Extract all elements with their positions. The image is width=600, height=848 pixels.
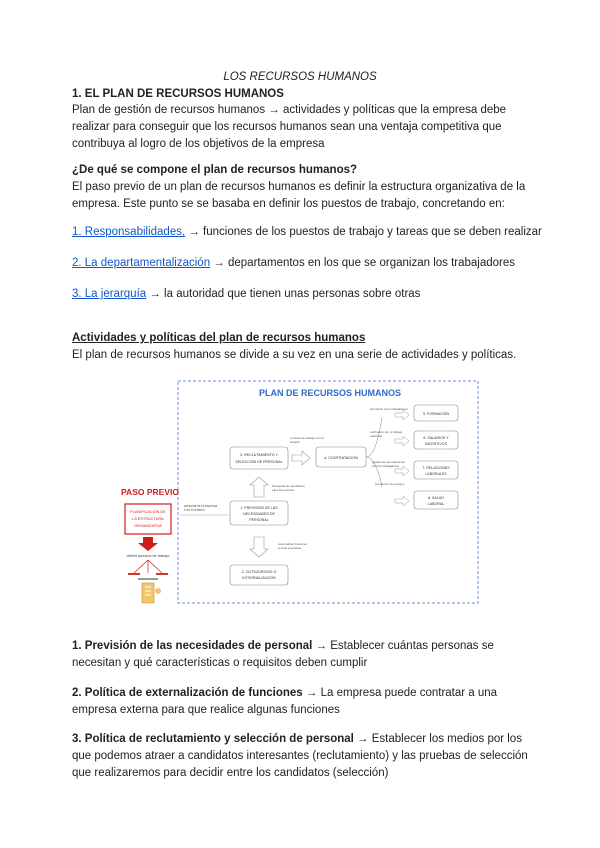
- section-heading: 1. EL PLAN DE RECURSOS HUMANOS: [72, 88, 284, 100]
- estructura-line-2: LA ESTRUCTURA: [132, 517, 164, 521]
- policy-1-line-2: necesitan y qué características o requisitos deben cumplir: [72, 657, 368, 669]
- svg-text:NECESIDADES DE: NECESIDADES DE: [243, 512, 275, 516]
- list-item-1: [72, 224, 542, 241]
- svg-text:2. OUTSOURCING O: 2. OUTSOURCING O: [241, 570, 277, 574]
- svg-text:con los trabajadores: con los trabajadores: [372, 464, 400, 468]
- svg-text:contrato de trabajo con el: contrato de trabajo con el: [290, 436, 324, 440]
- svg-text:prevención de riesgos: prevención de riesgos: [375, 482, 405, 486]
- question-heading: ¿De qué se compone el plan de recursos humanos?: [72, 164, 358, 176]
- paso-previo-label: PASO PREVIO: [121, 487, 179, 497]
- list-item-text: → departamentos en los que se organizan los trabajadores: [210, 257, 516, 269]
- svg-text:realizado: realizado: [370, 434, 383, 438]
- svg-text:SELECCIÓN DE PERSONAL: SELECCIÓN DE PERSONAL: [235, 460, 283, 464]
- box-salarios: [414, 431, 458, 449]
- org-chart-icon: [142, 583, 161, 603]
- box-salud: [414, 491, 458, 509]
- estructura-line-3: ORGANIZATIVA: [134, 524, 162, 528]
- policy-1-line-1: 1. Previsión de las necesidades de personal → Establecer cuántas personas se: [72, 640, 494, 652]
- svg-text:para los puestos: para los puestos: [272, 488, 295, 492]
- diagram-title: PLAN DE RECURSOS HUMANOS: [258, 388, 402, 398]
- policy-3-line-1: 3. Política de reclutamiento y selección de personal → Establecer los medios por los: [72, 733, 522, 745]
- left-note: definir puestos de trabajo: [126, 554, 170, 558]
- svg-text:formación a los trabajadores: formación a los trabajadores: [370, 407, 408, 411]
- svg-text:elegido: elegido: [290, 440, 300, 444]
- intro-line-3: contribuya al logro de los objetivos de la empresa: [72, 138, 325, 150]
- list-item-label[interactable]: 3. La jerarquía: [72, 288, 147, 300]
- box-reclutamiento: [230, 565, 288, 585]
- svg-text:INCENTIVOS: INCENTIVOS: [425, 442, 447, 446]
- svg-text:PERSONAL: PERSONAL: [249, 518, 269, 522]
- svg-text:externalizar funciones: externalizar funciones: [278, 542, 308, 546]
- policy-2-line-1: 2. Política de externalización de funciones → La empresa puede contratar a una: [72, 687, 498, 699]
- svg-text:gestión de las relaciones: gestión de las relaciones: [372, 460, 406, 464]
- svg-text:1. PREVISIÓN DE LAS: 1. PREVISIÓN DE LAS: [240, 506, 278, 510]
- page-title: LOS RECURSOS HUMANOS: [223, 71, 377, 83]
- svg-text:3. RECLUTAMIENTO Y: 3. RECLUTAMIENTO Y: [240, 453, 278, 457]
- estructura-line-1: PLANIFICACIÓN DE: [130, 510, 166, 514]
- svg-text:personal de la empresa: personal de la empresa: [184, 504, 218, 508]
- svg-text:6. SALARIOS Y: 6. SALARIOS Y: [423, 436, 449, 440]
- svg-text:búsqueda de candidatos: búsqueda de candidatos: [272, 484, 305, 488]
- list-item-text: → la autoridad que tienen unas personas sobre otras: [146, 288, 421, 300]
- policy-3-line-3: que realizaremos para decidir entre los candidatos (selección): [72, 767, 389, 779]
- question-line-1: El paso previo de un plan de recursos humanos es definir la estructura organizativa de la: [72, 181, 526, 193]
- policy-2-line-2: empresa externa para que realice algunas funciones: [72, 704, 340, 716]
- intro-line-2: realizar para conseguir que los recursos humanos sean una ventaja competitiva que: [72, 121, 502, 133]
- question-line-2: empresa. Este punto se se basaba en definir los puestos de trabajo, concretando en:: [72, 198, 505, 210]
- svg-text:o en el exterior: o en el exterior: [184, 508, 206, 512]
- activities-heading: Actividades y políticas del plan de recursos humanos: [72, 332, 366, 344]
- list-item-2: [72, 255, 515, 272]
- policy-3-line-2: que podemos atraer a candidatos interesantes (reclutamiento) y las pruebas de selección: [72, 750, 528, 762]
- svg-text:LABORALES: LABORALES: [425, 472, 447, 476]
- svg-text:a otras empresas: a otras empresas: [278, 546, 302, 550]
- down-arrow-icon: [138, 537, 158, 551]
- list-item-text: → funciones de los puestos de trabajo y tareas que se deben realizar: [185, 226, 542, 238]
- list-item-label[interactable]: 1. Responsabilidades,: [72, 226, 186, 238]
- svg-text:LABORAL: LABORAL: [427, 502, 445, 506]
- box-outsourcing: [230, 447, 288, 469]
- box-relaciones: [414, 461, 458, 479]
- svg-text:5. FORMACIÓN: 5. FORMACIÓN: [423, 412, 449, 416]
- svg-text:retribución por el trabajo: retribución por el trabajo: [370, 430, 403, 434]
- svg-text:7. RELACIONES: 7. RELACIONES: [422, 466, 450, 470]
- activities-line: El plan de recursos humanos se divide a su vez en una serie de actividades y políticas.: [72, 349, 517, 361]
- plan-rrhh-diagram: [120, 377, 480, 607]
- list-item-label[interactable]: 2. La departamentalización: [72, 257, 211, 269]
- intro-line-1: Plan de gestión de recursos humanos → actividades y políticas que la empresa debe: [72, 104, 507, 116]
- svg-text:EXTERNALIZACIÓN: EXTERNALIZACIÓN: [242, 576, 276, 580]
- svg-text:8. SALUD: 8. SALUD: [428, 496, 444, 500]
- svg-text:4. CONTRATACIÓN: 4. CONTRATACIÓN: [323, 456, 359, 460]
- list-item-3: [72, 286, 420, 303]
